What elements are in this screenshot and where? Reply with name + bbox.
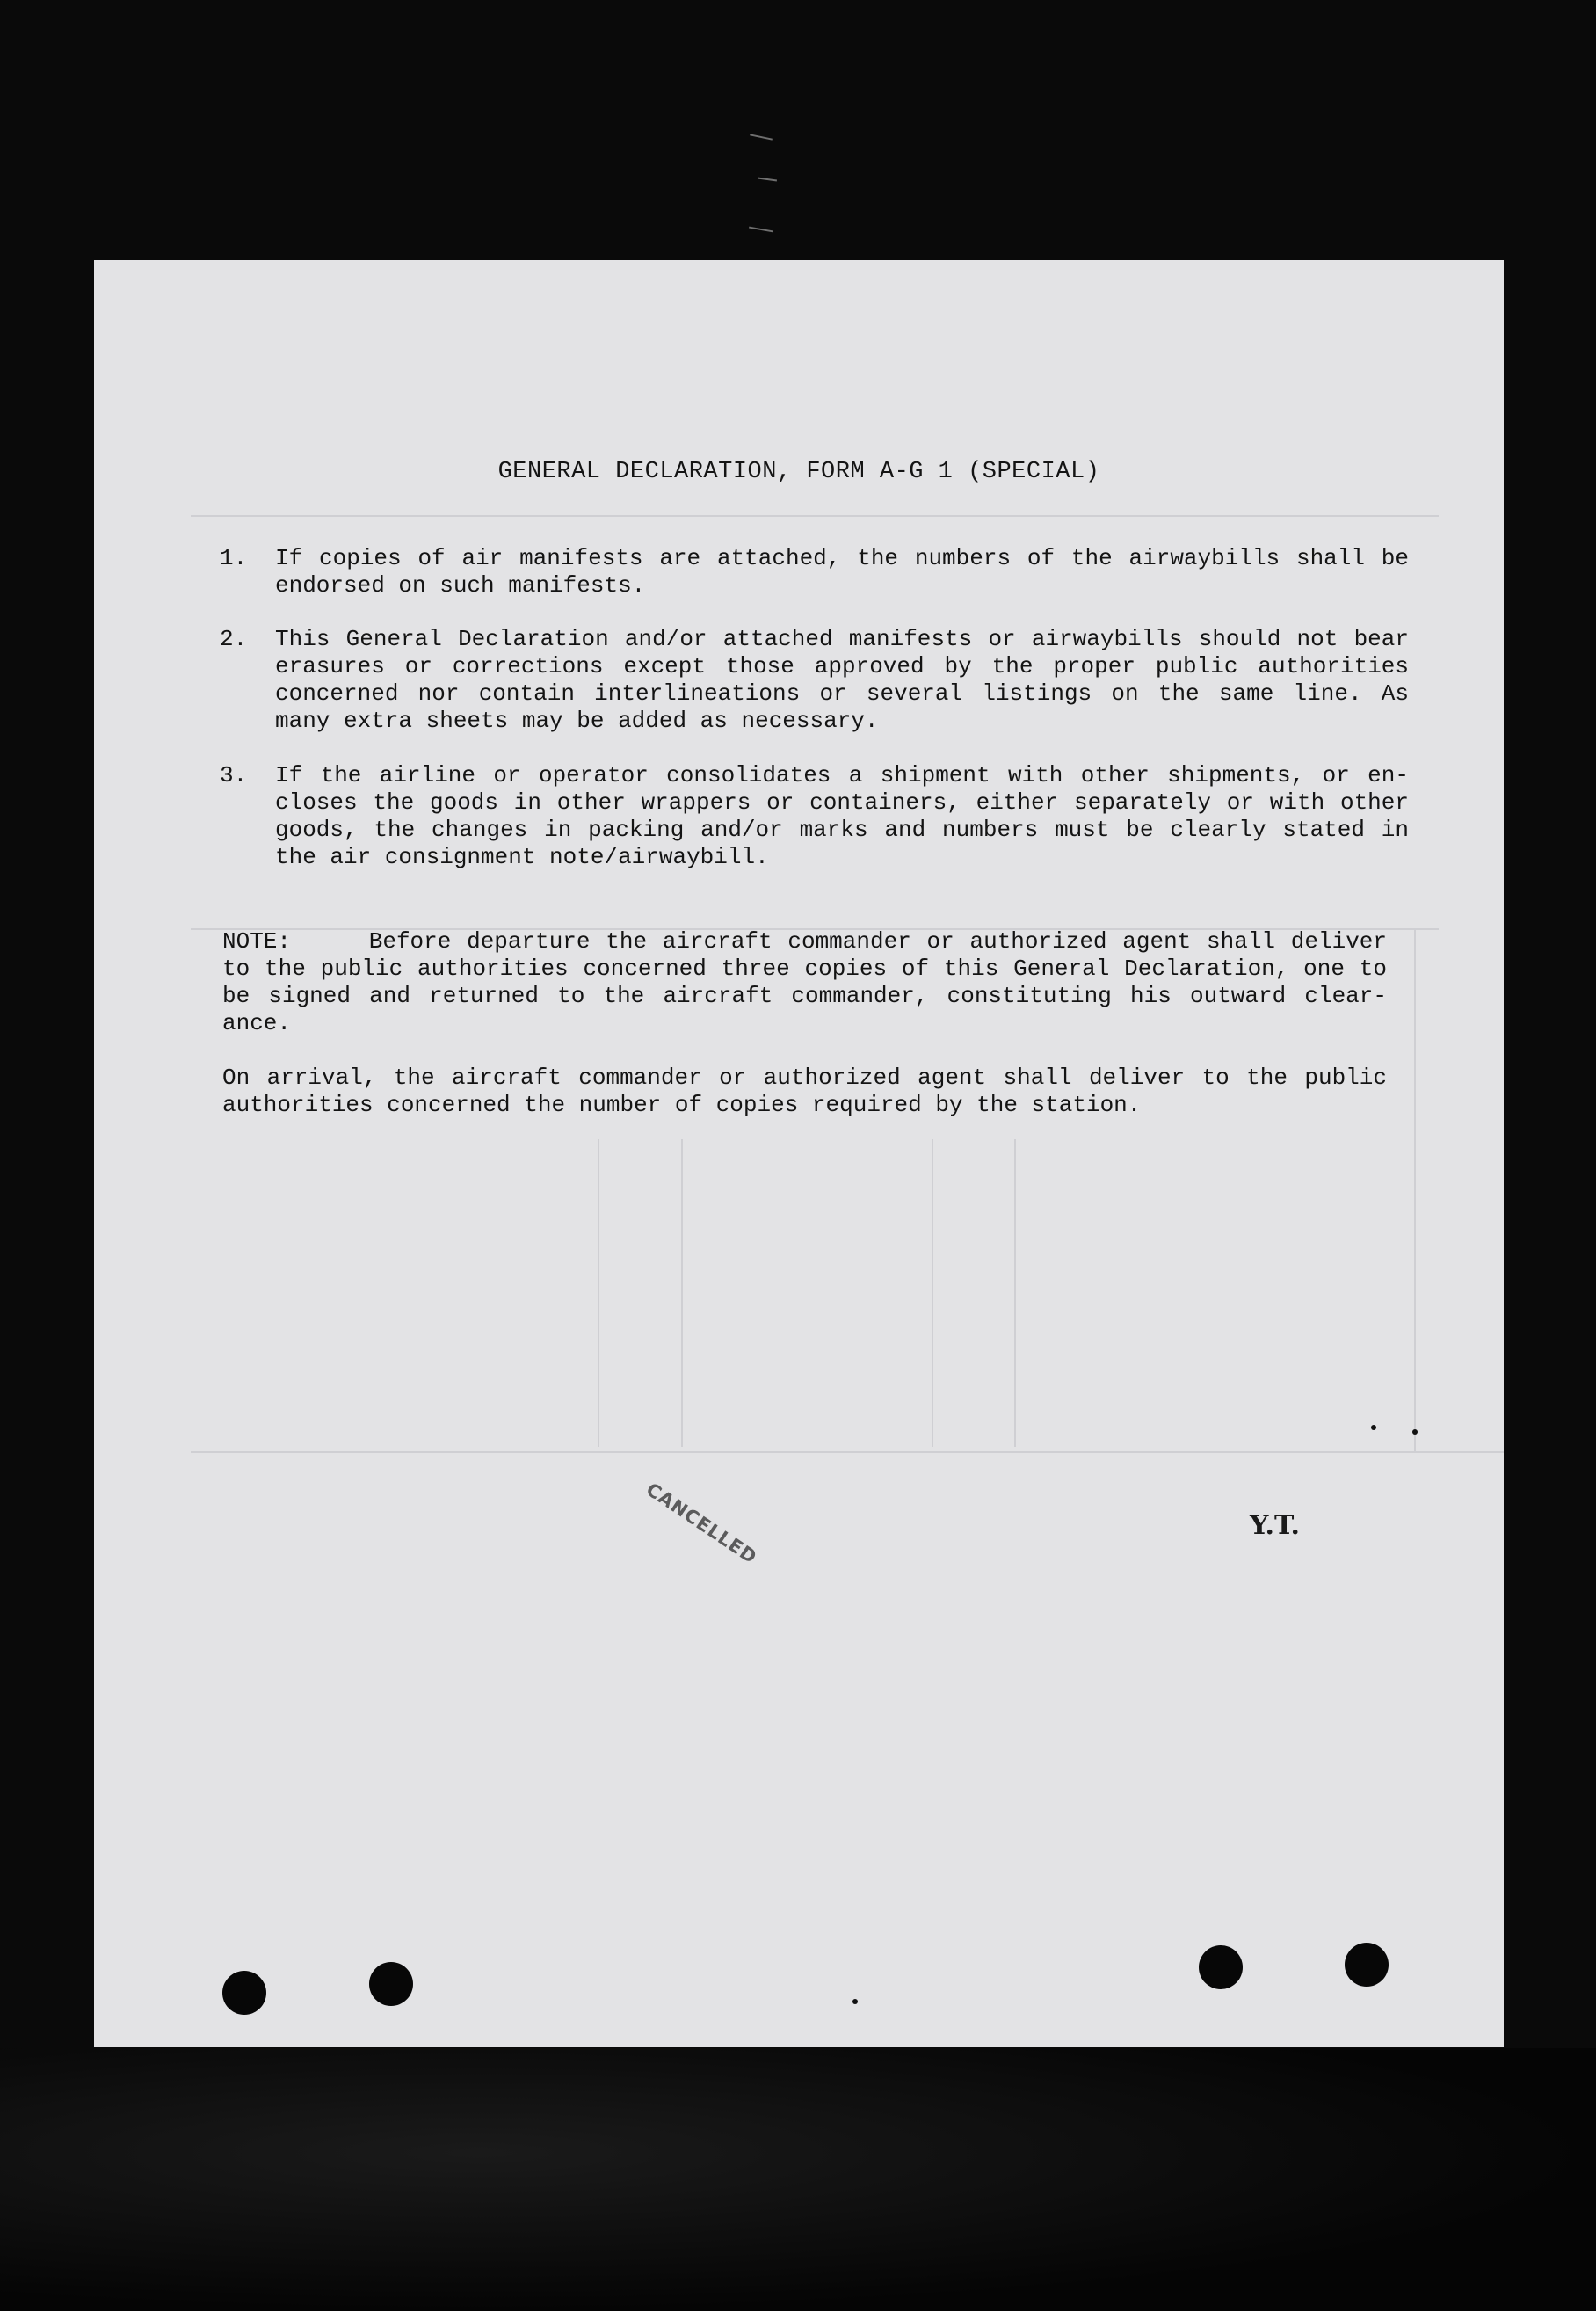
bleed-through-rule bbox=[932, 1139, 933, 1447]
note-line: NOTE: Before departure the aircraft commander or authorized agent shall deliver bbox=[222, 928, 1387, 955]
ink-speck bbox=[852, 1999, 858, 2004]
bleed-through-rule bbox=[191, 1451, 1504, 1453]
item-text bbox=[275, 762, 1409, 871]
item-line: concerned nor contain interlineations or several listings on the same line. As bbox=[275, 680, 1409, 707]
bleed-through-rule bbox=[191, 515, 1439, 517]
item-line: erasures or corrections except those approved by the proper public authorities bbox=[275, 653, 1409, 679]
arrival-line: On arrival, the aircraft commander or authorized agent shall deliver to the public bbox=[222, 1065, 1387, 1091]
ink-speck bbox=[1412, 1429, 1418, 1435]
punch-hole bbox=[1345, 1943, 1389, 1987]
arrival-line: authorities concerned the number of copies required by the station. bbox=[222, 1092, 1142, 1118]
item-line: closes the goods in other wrappers or containers, either separately or with other bbox=[275, 789, 1409, 816]
cancelled-stamp: CANCELLED bbox=[642, 1479, 761, 1568]
punch-hole bbox=[222, 1971, 266, 2015]
item-number: 3. bbox=[220, 762, 248, 789]
ink-speck bbox=[1371, 1425, 1376, 1430]
page-title: GENERAL DECLARATION, FORM A-G 1 (SPECIAL) bbox=[497, 459, 1100, 485]
note-paragraph bbox=[222, 928, 1387, 1037]
item-number: 1. bbox=[220, 545, 248, 571]
item-line: goods, the changes in packing and/or marks and numbers must be clearly stated in bbox=[275, 817, 1409, 843]
bleed-through-rule bbox=[681, 1139, 683, 1447]
punch-hole bbox=[369, 1962, 413, 2006]
item-line: If the airline or operator consolidates a shipment with other shipments, or en- bbox=[275, 762, 1409, 789]
punch-hole bbox=[1199, 1945, 1243, 1989]
item-line: If copies of air manifests are attached, the numbers of the airwaybills shall be bbox=[275, 545, 1409, 571]
handwritten-mark: Y.T. bbox=[1250, 1510, 1300, 1541]
note-line: to the public authorities concerned three copies of this General Declaration, one to bbox=[222, 956, 1387, 982]
note-line: ance. bbox=[222, 1010, 292, 1036]
item-line: endorsed on such manifests. bbox=[275, 572, 646, 599]
bleed-through-rule bbox=[1014, 1139, 1016, 1447]
item-line: This General Declaration and/or attached manifests or airwaybills should not bear bbox=[275, 626, 1409, 652]
note-line: be signed and returned to the aircraft commander, constituting his outward clear- bbox=[222, 983, 1387, 1009]
film-scratch bbox=[750, 134, 773, 140]
item-line: many extra sheets may be added as necessary. bbox=[275, 708, 879, 734]
film-scratch bbox=[749, 227, 773, 233]
film-scratch bbox=[758, 177, 777, 181]
item-number: 2. bbox=[220, 626, 248, 652]
bleed-through-rule bbox=[598, 1139, 599, 1447]
item-text bbox=[275, 626, 1409, 735]
arrival-paragraph bbox=[222, 1065, 1387, 1119]
bleed-through-rule bbox=[1414, 928, 1416, 1451]
document-page bbox=[94, 260, 1504, 2047]
item-line: the air consignment note/airwaybill. bbox=[275, 844, 769, 870]
item-text bbox=[275, 545, 1409, 600]
film-border bbox=[0, 2048, 1596, 2311]
